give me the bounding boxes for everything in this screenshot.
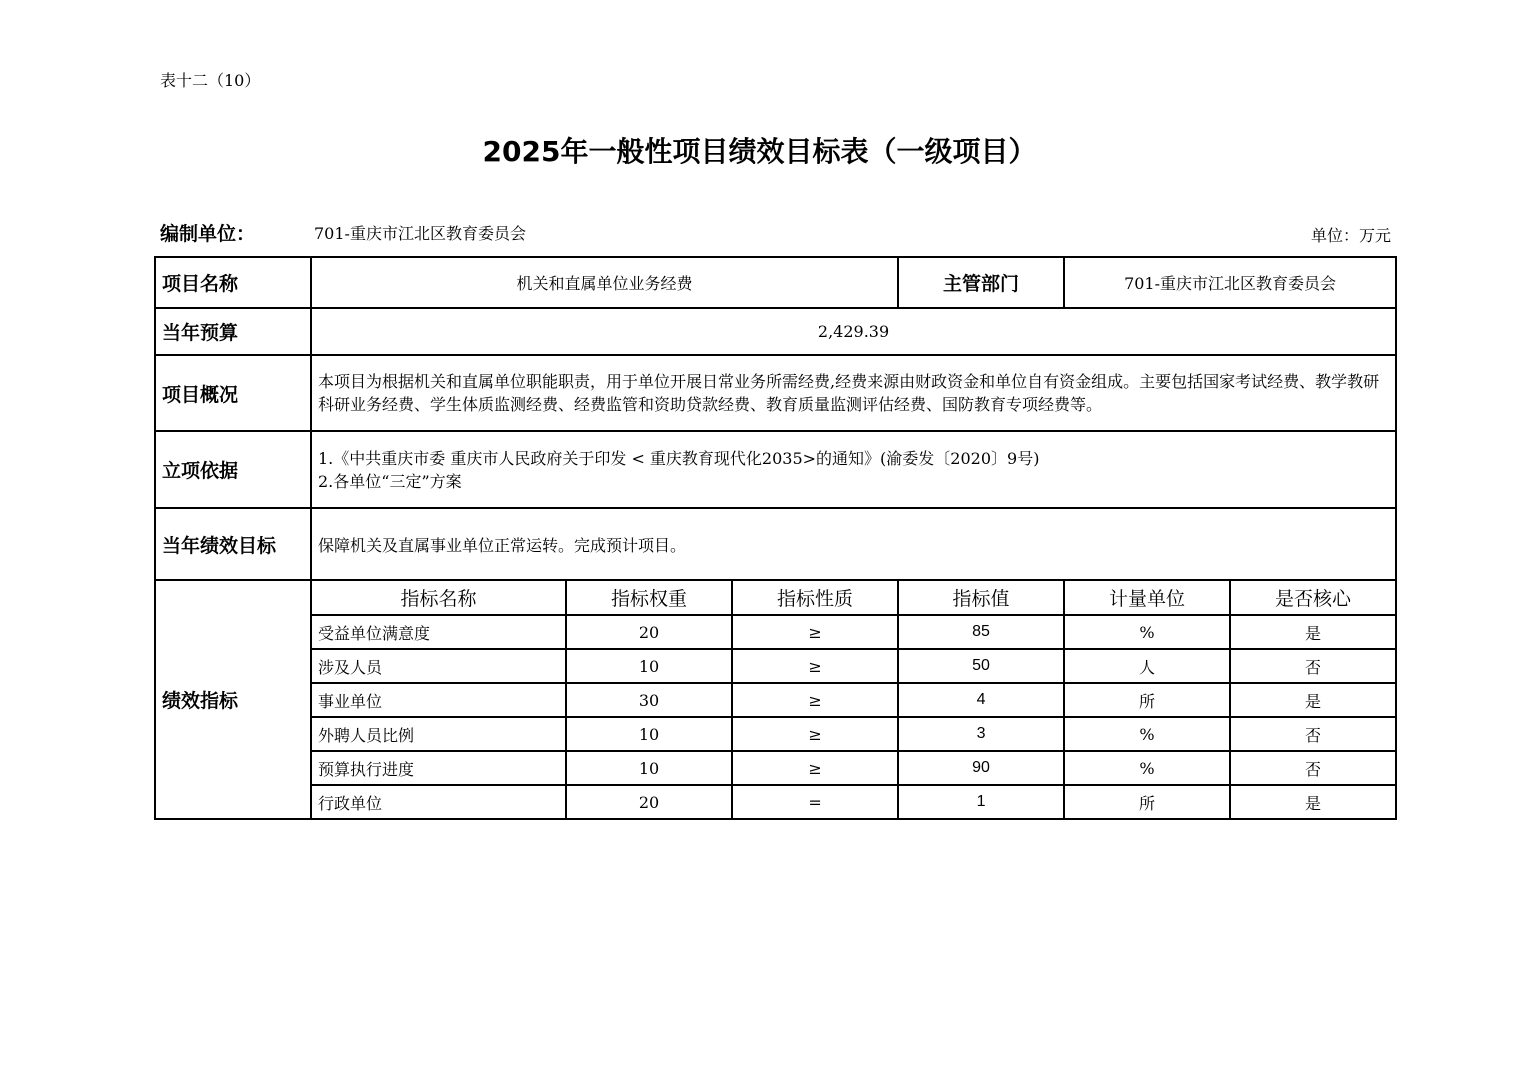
indicator-weight: 30	[566, 683, 732, 717]
dept-label: 主管部门	[898, 257, 1064, 308]
indicator-core: 否	[1230, 649, 1396, 683]
indicator-nature: ≥	[732, 717, 898, 751]
project-name-row	[155, 257, 1396, 308]
basis-row	[155, 431, 1396, 508]
indicator-unit: %	[1064, 751, 1230, 785]
indicators-section-label: 绩效指标	[155, 580, 311, 819]
indicator-name: 预算执行进度	[311, 751, 566, 785]
table-row	[155, 683, 1396, 717]
overview-label: 项目概况	[155, 355, 311, 431]
goal-label: 当年绩效目标	[155, 508, 311, 580]
indicator-value: 90	[898, 751, 1064, 785]
indicator-nature: =	[732, 785, 898, 819]
indicator-nature: ≥	[732, 683, 898, 717]
basis-line-2: 2.各单位“三定”方案	[318, 471, 462, 491]
budget-value: 2,429.39	[311, 308, 1396, 355]
indicator-name: 行政单位	[311, 785, 566, 819]
performance-table	[154, 256, 1397, 820]
indicator-nature: ≥	[732, 751, 898, 785]
indicator-weight: 20	[566, 785, 732, 819]
budget-label: 当年预算	[155, 308, 311, 355]
column-header: 指标性质	[732, 580, 898, 615]
indicator-value: 3	[898, 717, 1064, 751]
table-row	[155, 615, 1396, 649]
column-header: 计量单位	[1064, 580, 1230, 615]
indicator-core: 是	[1230, 785, 1396, 819]
indicator-core: 否	[1230, 751, 1396, 785]
page-title: 2025年一般性项目绩效目标表（一级项目）	[482, 135, 1037, 168]
column-header: 指标名称	[311, 580, 566, 615]
project-name-value: 机关和直属单位业务经费	[311, 257, 898, 308]
indicator-value: 4	[898, 683, 1064, 717]
indicator-value: 1	[898, 785, 1064, 819]
indicator-header-row	[155, 580, 1396, 615]
basis-line-1: 1.《中共重庆市委 重庆市人民政府关于印发 < 重庆教育现代化2035>的通知》(渝委发〔2020〕9号)	[318, 448, 1040, 468]
goal-text: 保障机关及直属事业单位正常运转。完成预计项目。	[311, 508, 1396, 580]
indicator-unit: %	[1064, 615, 1230, 649]
column-header: 指标权重	[566, 580, 732, 615]
indicator-name: 外聘人员比例	[311, 717, 566, 751]
prep-unit-value: 701-重庆市江北区教育委员会	[314, 224, 526, 243]
indicator-weight: 10	[566, 751, 732, 785]
currency-unit-label: 单位：万元	[1310, 226, 1391, 245]
overview-row	[155, 355, 1396, 431]
indicator-weight: 20	[566, 615, 732, 649]
indicator-weight: 10	[566, 717, 732, 751]
indicator-unit: 所	[1064, 785, 1230, 819]
budget-row	[155, 308, 1396, 355]
table-row	[155, 717, 1396, 751]
indicator-unit: 所	[1064, 683, 1230, 717]
indicator-name: 受益单位满意度	[311, 615, 566, 649]
indicator-unit: 人	[1064, 649, 1230, 683]
goal-row	[155, 508, 1396, 580]
indicator-core: 否	[1230, 717, 1396, 751]
indicator-name: 涉及人员	[311, 649, 566, 683]
prep-unit-label: 编制单位：	[160, 223, 256, 245]
indicator-value: 50	[898, 649, 1064, 683]
indicator-core: 是	[1230, 683, 1396, 717]
indicator-value: 85	[898, 615, 1064, 649]
indicator-weight: 10	[566, 649, 732, 683]
column-header: 指标值	[898, 580, 1064, 615]
indicator-nature: ≥	[732, 615, 898, 649]
indicator-nature: ≥	[732, 649, 898, 683]
basis-label: 立项依据	[155, 431, 311, 508]
basis-text	[311, 431, 1396, 508]
table-row	[155, 751, 1396, 785]
overview-text: 本项目为根据机关和直属单位职能职责，用于单位开展日常业务所需经费,经费来源由财政资金和单位自有资金组成。主要包括国家考试经费、教学教研科研业务经费、学生体质监测经费、经费监管和资助贷款经费、教育质量监测评估经费、国防教育专项经费等。	[311, 355, 1396, 431]
table-row	[155, 785, 1396, 819]
table-number: 表十二（10）	[160, 71, 261, 90]
project-name-label: 项目名称	[155, 257, 311, 308]
table-row	[155, 649, 1396, 683]
indicator-name: 事业单位	[311, 683, 566, 717]
indicator-core: 是	[1230, 615, 1396, 649]
dept-value: 701-重庆市江北区教育委员会	[1064, 257, 1396, 308]
column-header: 是否核心	[1230, 580, 1396, 615]
indicator-unit: %	[1064, 717, 1230, 751]
